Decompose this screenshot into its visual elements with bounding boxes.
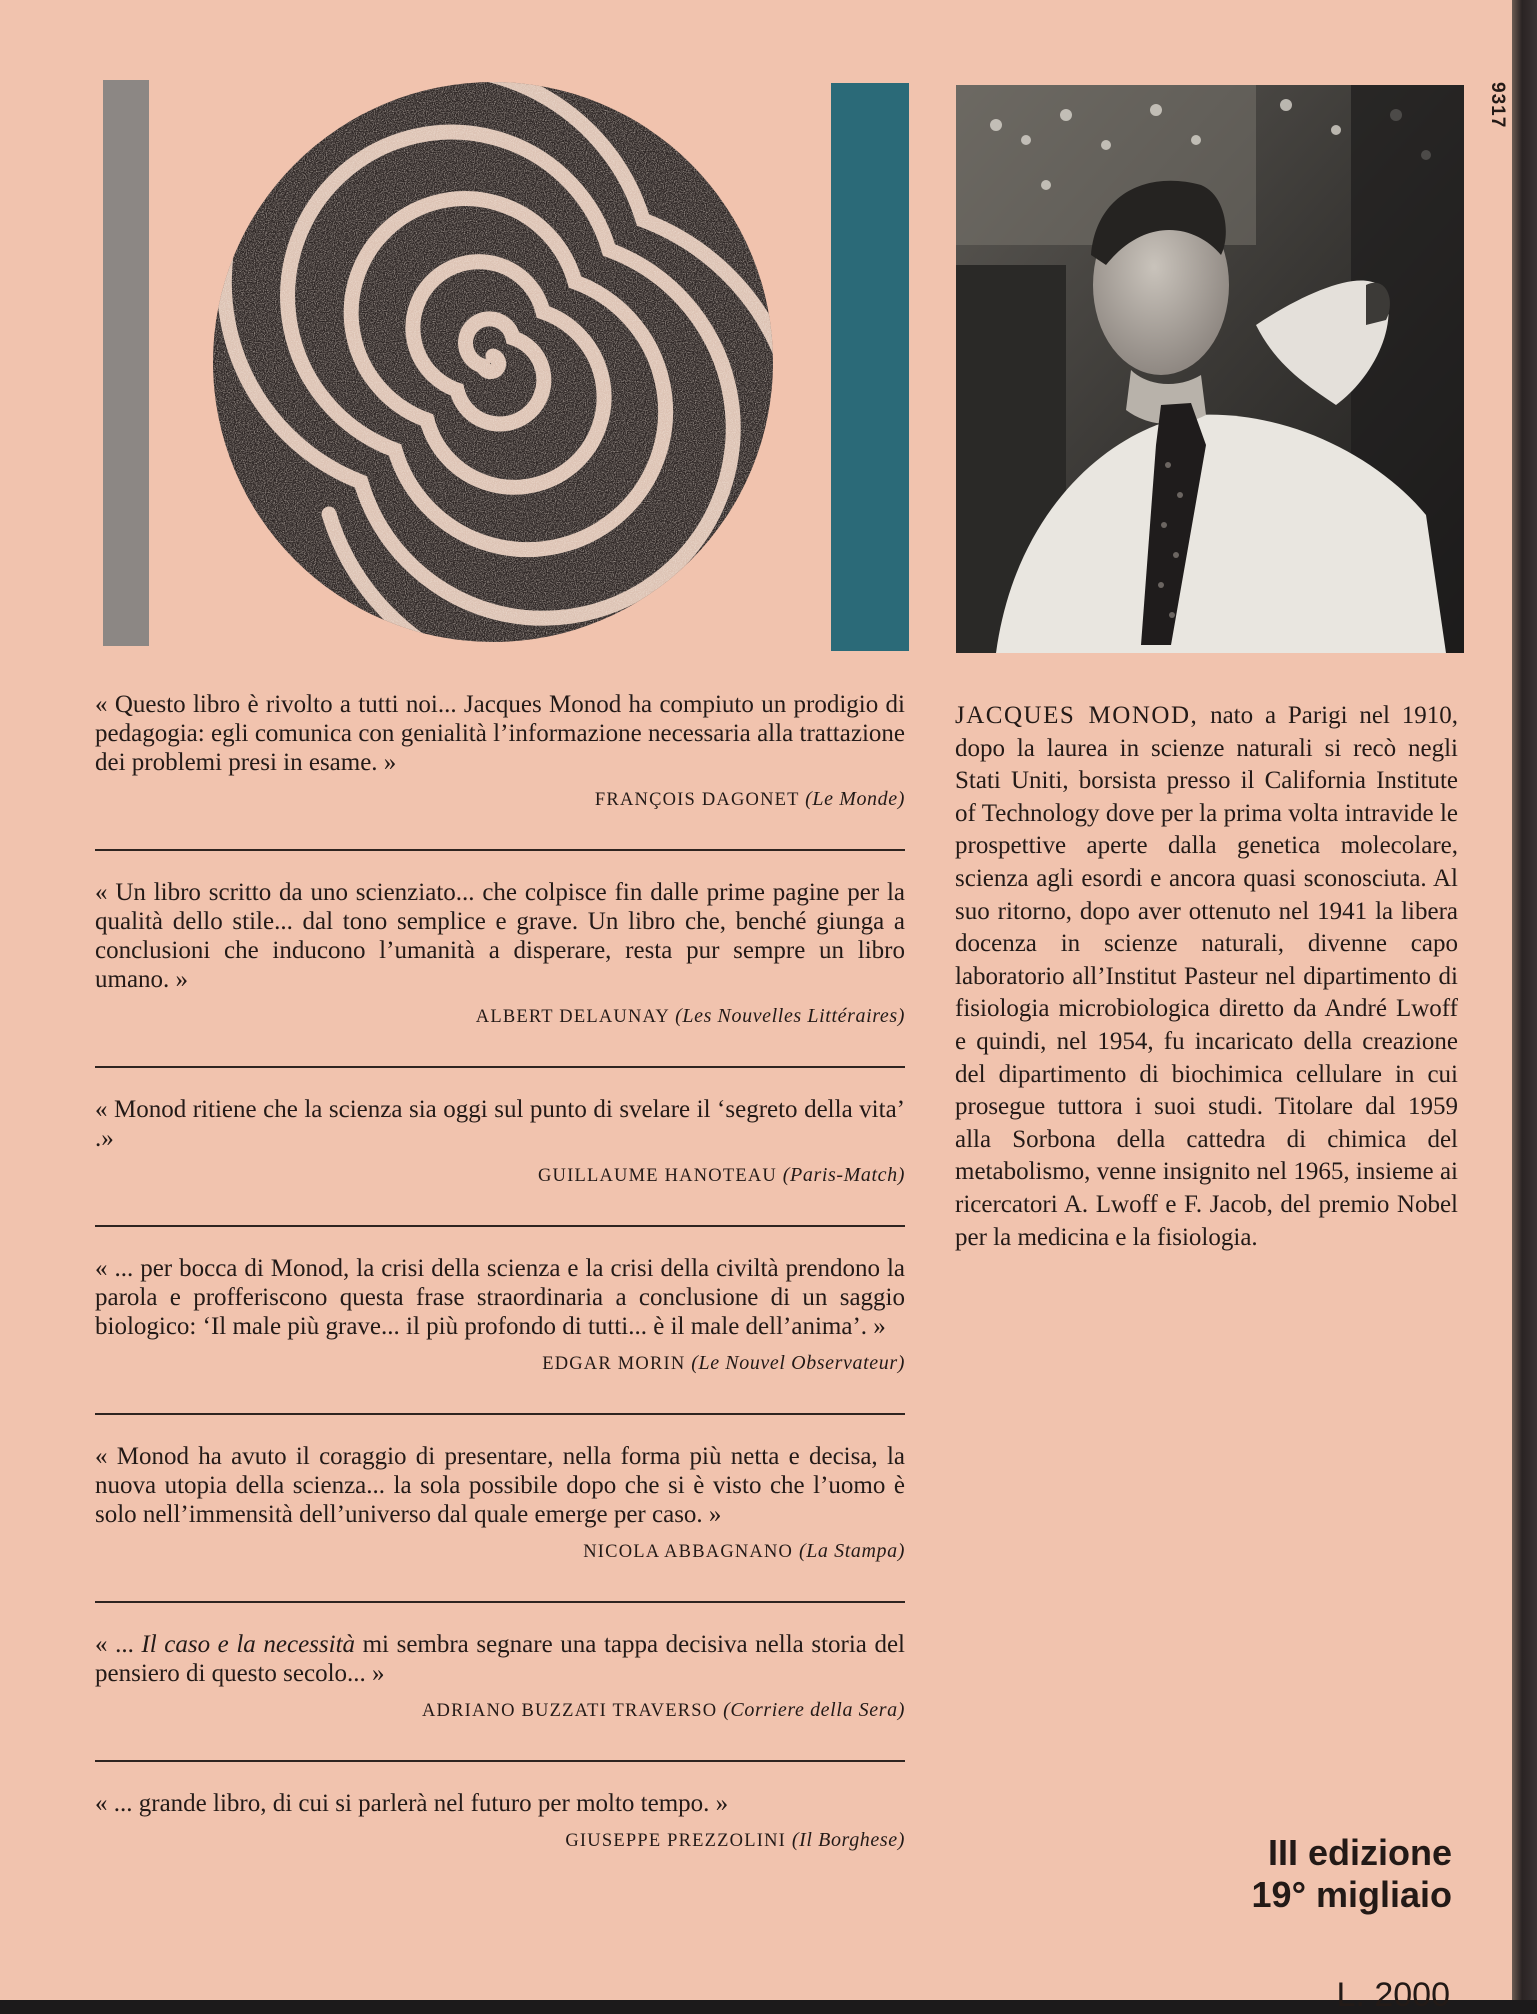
review-item [95, 1254, 905, 1375]
teal-vertical-bar [831, 83, 909, 651]
review-author: EDGAR MORIN [542, 1354, 686, 1374]
reviews-column [95, 690, 905, 1852]
divider [95, 1066, 905, 1068]
review-source [95, 1352, 905, 1375]
review-publication: (Le Monde) [805, 788, 905, 810]
print-run: 19° migliaio [1251, 1874, 1452, 1915]
review-publication: (Corriere della Sera) [723, 1699, 905, 1721]
review-item [95, 690, 905, 811]
spiral-illustration [211, 77, 776, 647]
divider [95, 1225, 905, 1227]
review-author: GIUSEPPE PREZZOLINI [565, 1831, 787, 1851]
review-source [95, 1540, 905, 1563]
review-publication: (Il Borghese) [791, 1829, 905, 1851]
review-quote-text: mi sembra segnare una tappa decisiva nella storia del pensiero di questo secolo... » [95, 1631, 906, 1687]
review-publication: (La Stampa) [798, 1540, 905, 1562]
edition-info [1120, 1832, 1452, 1916]
author-name: JACQUES MONOD, [955, 702, 1199, 729]
divider [95, 1601, 905, 1603]
price: L. 2000 [1336, 1976, 1450, 2014]
review-quote-prefix: « ... [95, 1631, 142, 1658]
edition-number: III edizione [1267, 1832, 1452, 1873]
book-title: Il caso e la necessità [141, 1631, 356, 1658]
divider [95, 1760, 905, 1762]
review-item [95, 878, 905, 1028]
review-quote: « ... grande libro, di cui si parlerà nel futuro per molto tempo. » [95, 1790, 729, 1817]
author-portrait-photo [956, 85, 1464, 653]
review-source [95, 1829, 905, 1852]
spine-edge [1512, 0, 1537, 2000]
review-author: ADRIANO BUZZATI TRAVERSO [421, 1701, 718, 1721]
review-source [95, 1699, 905, 1722]
catalog-number: 9317 [1487, 82, 1508, 129]
review-quote [95, 1630, 905, 1688]
review-item [95, 1789, 905, 1852]
review-item [95, 1630, 905, 1722]
review-author: ALBERT DELAUNAY [475, 1007, 670, 1027]
divider [95, 849, 905, 851]
review-quote: « ... per bocca di Monod, la crisi della scienza e la crisi della civiltà prendono la parola e profferiscono questa frase straordinaria a conclusione di un saggio biologico: ‘Il male più grave... il più profondo di tutti... è il male dell’anima’. » [95, 1255, 905, 1340]
review-publication: (Le Nouvel Observateur) [691, 1352, 905, 1374]
review-quote: « Questo libro è rivolto a tutti noi... Jacques Monod ha compiuto un prodigio di pedagogia: egli comunica con genialità l’informazione necessaria alla trattazione dei problemi presi in esame. » [95, 691, 905, 776]
review-quote: « Un libro scritto da uno scienziato... che colpisce fin dalle prime pagine per la qualità dello stile... dal tono semplice e grave. Un libro che, benché giunga a conclusioni che inducono l’umanità a disperare, resta pur sempre un libro umano. » [95, 879, 905, 993]
review-item [95, 1442, 905, 1563]
review-source [95, 1164, 905, 1187]
review-quote: « Monod ha avuto il coraggio di presentare, nella forma più netta e decisa, la nuova utopia della scienza... la sola possibile dopo che si è visto che l’uomo è solo nell’immensità dell’universo dal quale emerge per caso. » [95, 1443, 905, 1528]
review-author: FRANÇOIS DAGONET [594, 790, 800, 810]
grey-vertical-bar [103, 80, 149, 646]
review-publication: (Paris-Match) [782, 1164, 905, 1186]
biography-text: nato a Parigi nel 1910, dopo la laurea in scienze naturali si recò negli Stati Uniti, borsista presso il California Institute of Technology dove per la prima volta intravide le prospettive aperte dalla genetica molecolare, scienza agli esordi e ancora quasi sconosciuta. Al suo ritorno, dopo aver ottenuto nel 1941 la libera docenza in scienze naturali, divenne capo laboratorio all’Institut Pasteur nel dipartimento di fisiologia microbiologica diretto da André Lwoff e quindi, nel 1954, fu incaricato della creazione del dipartimento di biochimica cellulare in cui prosegue tuttora i suoi studi. Titolare dal 1959 alla Sorbona della cattedra di chimica del metabolismo, venne insignito nel 1965, insieme ai ricercatori A. Lwoff e F. Jacob, del premio Nobel per la medicina e la fisiologia. [955, 702, 1459, 1251]
review-source [95, 1005, 905, 1028]
review-publication: (Les Nouvelles Littéraires) [675, 1005, 905, 1027]
review-quote: « Monod ritiene che la scienza sia oggi sul punto di svelare il ‘segreto della vita’ .» [95, 1096, 905, 1152]
review-item [95, 1095, 905, 1187]
review-source [95, 788, 905, 811]
author-biography [955, 700, 1458, 1254]
divider [95, 1413, 905, 1415]
review-author: GUILLAUME HANOTEAU [538, 1166, 777, 1186]
review-author: NICOLA ABBAGNANO [583, 1542, 794, 1562]
